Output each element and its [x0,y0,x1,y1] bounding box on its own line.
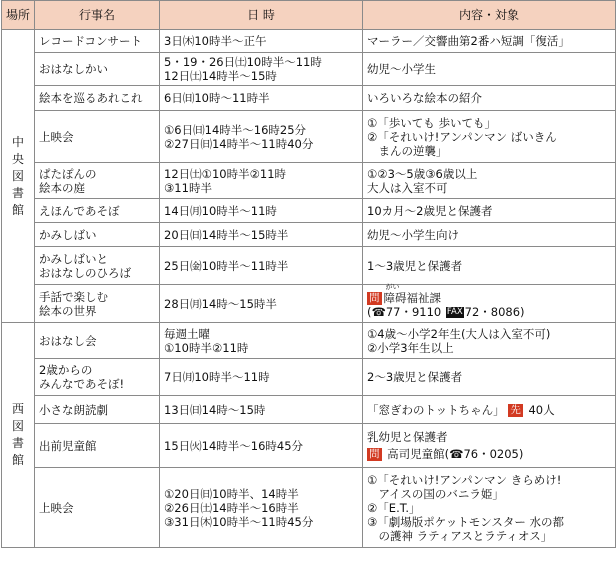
event-table [1,0,616,548]
event-time: 12日㈯①10時半②11時 ③11時半 [160,163,363,199]
event-time: 28日㈪14時～15時半 [160,285,363,323]
phone-number: 77・9110 [385,305,442,319]
event-content: ①「歩いても 歩いても」 ②「それいけ!アンパンマン ばいきん まんの逆襲」 [363,111,616,163]
venue-char: 西 [11,402,24,416]
table-row [2,223,616,247]
fax-icon: FAX [446,307,463,317]
venue-char: 央 [11,151,24,166]
header-content: 内容・対象 [363,1,616,30]
event-content: 問 がい 障碍福祉課 (☎77・9110 FAX 72・8086) [363,285,616,323]
venue-west-library [2,323,35,548]
table-row [2,424,616,468]
event-content: 幼児～小学生 [363,53,616,86]
play-title: 「窓ぎわのトットちゃん」 [367,402,505,417]
event-time: 6日㈰10時～11時半 [160,86,363,111]
org-name: がい 障碍福祉課 [383,283,441,305]
event-content: マーラー／交響曲第2番ハ短調「復活」 [363,30,616,53]
event-time: 20日㈰14時半～15時半 [160,223,363,247]
event-name: レコードコンサート [35,30,160,53]
event-name: かみしばい [35,223,160,247]
header-event-name: 行事名 [35,1,160,30]
event-name: おはなしかい [35,53,160,86]
event-content: 2～3歳児と保護者 [363,359,616,396]
venue-char: 中 [11,134,24,149]
fax-number: 72・8086 [464,305,521,319]
venue-char: 館 [11,202,24,217]
event-name: ぱたぽんの 絵本の庭 [35,163,160,199]
event-time: ①6日㈰14時半～16時25分 ②27日㈰14時半～11時40分 [160,111,363,163]
first-come-badge: 先 [510,403,521,416]
event-time: 7日㈪10時半～11時 [160,359,363,396]
event-content: ①「それいけ!アンパンマン きらめけ! アイスの国のバニラ姫」 ②「E.T.」 ③「劇場版ポケットモンスター 水の都 の護神 ラティアスとラティオス」 [363,468,616,548]
event-time: 毎週土曜 ①10時半②11時 [160,323,363,359]
event-content [363,396,616,424]
ruby-reading: がい [385,283,400,291]
inquiry-badge: 問 [369,448,380,460]
event-name: 上映会 [35,468,160,548]
table-row [2,359,616,396]
table-row [2,30,616,53]
phone-number: (☎76・0205) [444,447,524,461]
venue-char: 館 [11,453,24,467]
table-row [2,163,616,199]
header-datetime: 日 時 [160,1,363,30]
org-name: 高司児童館 [387,447,445,461]
venue-char: 図 [11,419,24,433]
table-row [2,323,616,359]
header-row [2,1,616,30]
event-name: 2歳からの みんなであそぼ! [35,359,160,396]
event-time: 25日㈮10時半～11時半 [160,247,363,285]
table-row [2,111,616,163]
event-time: 3日㈭10時半～正午 [160,30,363,53]
venue-char: 図 [11,168,24,183]
event-name: 出前児童館 [35,424,160,468]
event-name: 絵本を巡るあれこれ [35,86,160,111]
event-content: 乳幼児と保護者 問 高司児童館(☎76・0205) [363,424,616,468]
table-row [2,396,616,424]
table-row [2,247,616,285]
capacity: 40人 [528,402,555,417]
event-content: 10カ月～2歳児と保護者 [363,199,616,223]
venue-central-library [2,30,35,323]
event-name: 上映会 [35,111,160,163]
table-row [2,285,616,323]
event-name: おはなし会 [35,323,160,359]
phone-icon: ☎ [371,305,386,319]
event-name: えほんであそぼ [35,199,160,223]
inquiry-badge: 問 [369,292,380,304]
venue-char: 書 [11,436,24,450]
event-content: ①②3～5歳③6歳以上 大人は入室不可 [363,163,616,199]
event-time: 14日㈪10時半～11時 [160,199,363,223]
event-content: いろいろな絵本の紹介 [363,86,616,111]
header-venue: 場所 [2,1,35,30]
event-time: 13日㈰14時～15時 [160,396,363,424]
venue-char: 書 [11,185,24,200]
table-row [2,53,616,86]
event-time: 5・19・26日㈯10時半～11時 12日㈯14時半～15時 [160,53,363,86]
event-content: ①4歳～小学2年生(大人は入室不可) ②小学3年生以上 [363,323,616,359]
event-time: ①20日㈰10時半、14時半 ②26日㈯14時半～16時半 ③31日㈭10時半～11時45分 [160,468,363,548]
event-time: 15日㈫14時半～16時45分 [160,424,363,468]
table-row [2,199,616,223]
table-row [2,468,616,548]
event-content: 幼児～小学生向け [363,223,616,247]
event-name: 手話で楽しむ 絵本の世界 [35,285,160,323]
event-content: 1～3歳児と保護者 [363,247,616,285]
event-name: かみしばいと おはなしのひろば [35,247,160,285]
event-name: 小さな朗読劇 [35,396,160,424]
table-row [2,86,616,111]
